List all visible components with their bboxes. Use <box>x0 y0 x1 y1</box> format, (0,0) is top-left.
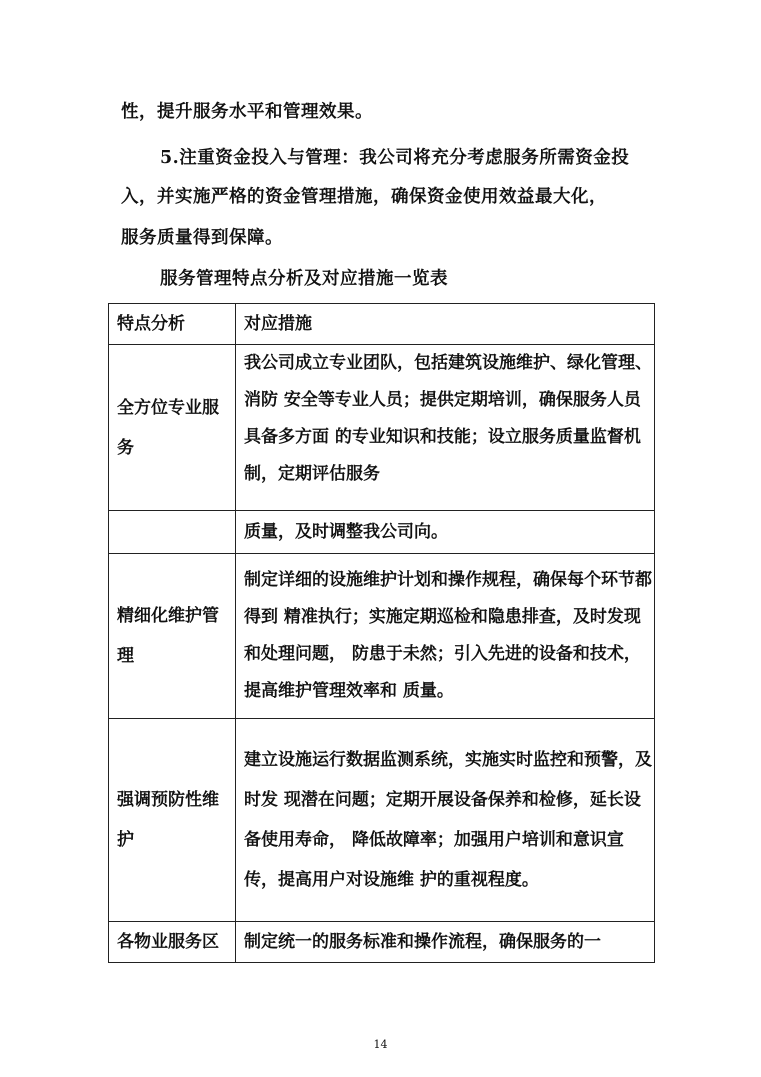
measure-cell: 制定详细的设施维护计划和操作规程，确保每个环节都得到 精准执行；实施定期巡检和隐患排查，及时发现和处理问题， 防患于未然；引入先进的设备和技术，提高维护管理效率和 质量。 <box>236 554 655 719</box>
table-row <box>109 554 655 719</box>
measures-table <box>108 303 655 963</box>
measure-cell: 制定统一的服务标准和操作流程，确保服务的一 <box>236 922 655 963</box>
table-header-row <box>109 304 655 345</box>
measure-cell: 质量，及时调整我公司向。 <box>236 511 655 554</box>
page-number: 14 <box>373 1038 388 1051</box>
table-row <box>109 511 655 554</box>
table-row <box>109 345 655 511</box>
feature-cell: 精细化维护管理 <box>109 554 236 719</box>
body-paragraph-line: 5.注重资金投入与管理：我公司将充分考虑服务所需资金投 <box>160 148 630 168</box>
feature-cell: 强调预防性维护 <box>109 719 236 922</box>
feature-cell: 各物业服务区 <box>109 922 236 963</box>
feature-cell <box>109 511 236 554</box>
feature-cell: 全方位专业服务 <box>109 345 236 511</box>
table-caption: 服务管理特点分析及对应措施一览表 <box>160 269 448 289</box>
body-paragraph-line: 性，提升服务水平和管理效果。 <box>121 102 373 122</box>
measure-cell: 我公司成立专业团队，包括建筑设施维护、绿化管理、消防 安全等专业人员；提供定期培训，确保服务人员具备多方面 的专业知识和技能；设立服务质量监督机制，定期评估服务 <box>236 345 655 511</box>
body-paragraph-line: 入，并实施严格的资金管理措施，确保资金使用效益最大化， <box>121 187 607 207</box>
table-row <box>109 719 655 922</box>
header-measure: 对应措施 <box>236 304 655 345</box>
table-row <box>109 922 655 963</box>
measure-cell: 建立设施运行数据监测系统，实施实时监控和预警，及时发 现潜在问题；定期开展设备保养和检修，延长设备使用寿命， 降低故障率；加强用户培训和意识宣传，提高用户对设施维 护的重视程度。 <box>236 719 655 922</box>
header-feature: 特点分析 <box>109 304 236 345</box>
body-paragraph-line: 服务质量得到保障。 <box>121 228 283 248</box>
